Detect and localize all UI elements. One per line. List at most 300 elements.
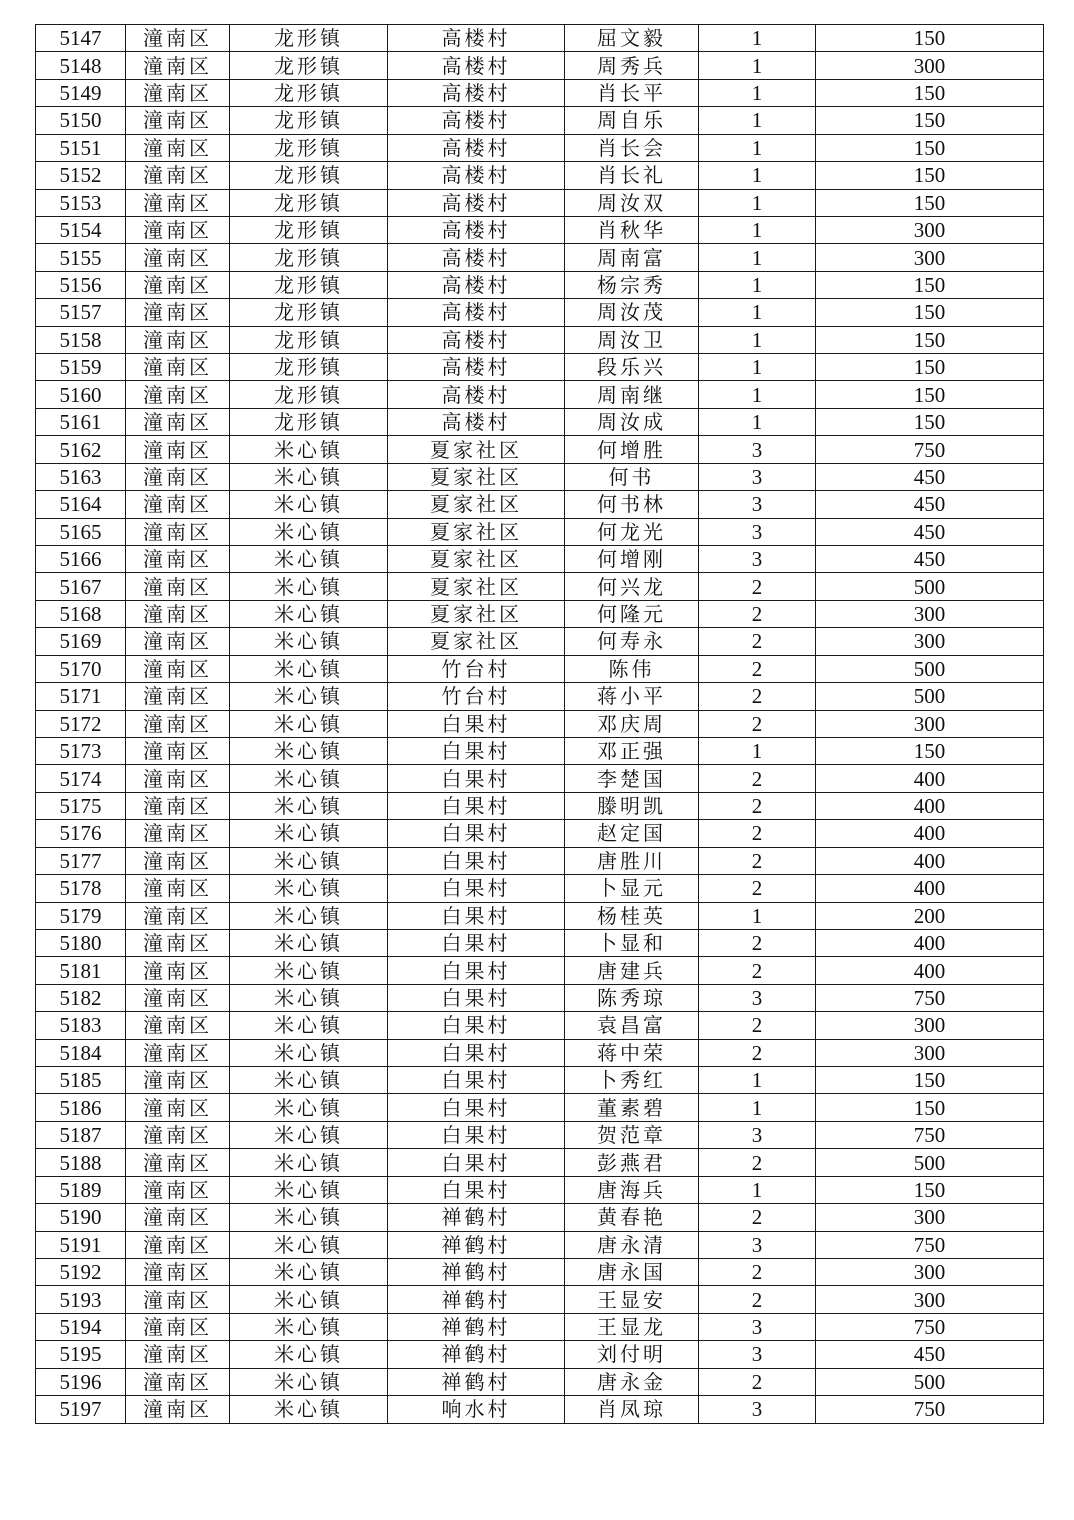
row-number-cell: 5165 [36,518,126,545]
table-row [36,271,1044,298]
district-cell: 潼南区 [126,600,230,627]
amount-cell: 150 [816,79,1044,106]
table-row [36,1094,1044,1121]
village-cell: 高楼村 [388,134,565,161]
village-cell: 禅鹤村 [388,1258,565,1285]
town-cell: 米心镇 [230,573,388,600]
town-cell: 米心镇 [230,847,388,874]
household-count-cell: 2 [699,710,816,737]
name-cell: 何增胜 [565,436,699,463]
household-count-cell: 1 [699,189,816,216]
row-number-cell: 5159 [36,354,126,381]
district-cell: 潼南区 [126,820,230,847]
amount-cell: 300 [816,1258,1044,1285]
amount-cell: 750 [816,1396,1044,1423]
district-cell: 潼南区 [126,25,230,52]
district-cell: 潼南区 [126,408,230,435]
name-cell: 王显安 [565,1286,699,1313]
town-cell: 米心镇 [230,491,388,518]
district-cell: 潼南区 [126,1368,230,1395]
town-cell: 龙形镇 [230,25,388,52]
district-cell: 潼南区 [126,79,230,106]
table-row [36,600,1044,627]
town-cell: 龙形镇 [230,354,388,381]
district-cell: 潼南区 [126,162,230,189]
village-cell: 禅鹤村 [388,1341,565,1368]
village-cell: 高楼村 [388,189,565,216]
row-number-cell: 5177 [36,847,126,874]
town-cell: 米心镇 [230,1149,388,1176]
village-cell: 高楼村 [388,162,565,189]
table-row [36,189,1044,216]
town-cell: 米心镇 [230,875,388,902]
table-row [36,216,1044,243]
household-count-cell: 1 [699,902,816,929]
name-cell: 周汝卫 [565,326,699,353]
row-number-cell: 5178 [36,875,126,902]
town-cell: 米心镇 [230,1121,388,1148]
name-cell: 段乐兴 [565,354,699,381]
household-count-cell: 1 [699,737,816,764]
amount-cell: 300 [816,216,1044,243]
table-row [36,162,1044,189]
village-cell: 竹台村 [388,655,565,682]
town-cell: 米心镇 [230,820,388,847]
household-count-cell: 2 [699,765,816,792]
amount-cell: 450 [816,518,1044,545]
village-cell: 白果村 [388,1149,565,1176]
district-cell: 潼南区 [126,1313,230,1340]
amount-cell: 300 [816,600,1044,627]
amount-cell: 300 [816,244,1044,271]
name-cell: 肖凤琼 [565,1396,699,1423]
household-count-cell: 2 [699,1286,816,1313]
town-cell: 龙形镇 [230,244,388,271]
row-number-cell: 5195 [36,1341,126,1368]
name-cell: 陈伟 [565,655,699,682]
household-count-cell: 3 [699,1121,816,1148]
table-row [36,436,1044,463]
name-cell: 杨桂英 [565,902,699,929]
town-cell: 米心镇 [230,600,388,627]
table-row [36,875,1044,902]
name-cell: 黄春艳 [565,1204,699,1231]
row-number-cell: 5173 [36,737,126,764]
town-cell: 米心镇 [230,628,388,655]
district-cell: 潼南区 [126,1341,230,1368]
name-cell: 肖秋华 [565,216,699,243]
name-cell: 何龙光 [565,518,699,545]
district-cell: 潼南区 [126,573,230,600]
town-cell: 米心镇 [230,1012,388,1039]
table-row [36,79,1044,106]
amount-cell: 750 [816,1231,1044,1258]
row-number-cell: 5192 [36,1258,126,1285]
row-number-cell: 5193 [36,1286,126,1313]
name-cell: 蒋小平 [565,683,699,710]
town-cell: 米心镇 [230,436,388,463]
district-cell: 潼南区 [126,1012,230,1039]
row-number-cell: 5186 [36,1094,126,1121]
row-number-cell: 5164 [36,491,126,518]
table-row [36,792,1044,819]
amount-cell: 750 [816,1313,1044,1340]
town-cell: 龙形镇 [230,408,388,435]
amount-cell: 750 [816,436,1044,463]
table-row [36,1012,1044,1039]
village-cell: 白果村 [388,792,565,819]
name-cell: 邓庆周 [565,710,699,737]
name-cell: 蒋中荣 [565,1039,699,1066]
district-cell: 潼南区 [126,107,230,134]
table-row [36,134,1044,161]
village-cell: 白果村 [388,710,565,737]
town-cell: 龙形镇 [230,134,388,161]
household-count-cell: 1 [699,216,816,243]
town-cell: 米心镇 [230,546,388,573]
name-cell: 唐永金 [565,1368,699,1395]
household-count-cell: 2 [699,957,816,984]
name-cell: 周秀兵 [565,52,699,79]
amount-cell: 150 [816,381,1044,408]
row-number-cell: 5180 [36,929,126,956]
village-cell: 白果村 [388,1039,565,1066]
row-number-cell: 5188 [36,1149,126,1176]
table-row [36,957,1044,984]
table-row [36,299,1044,326]
name-cell: 唐永清 [565,1231,699,1258]
row-number-cell: 5184 [36,1039,126,1066]
town-cell: 米心镇 [230,765,388,792]
amount-cell: 500 [816,573,1044,600]
table-row [36,929,1044,956]
household-count-cell: 2 [699,655,816,682]
town-cell: 龙形镇 [230,162,388,189]
village-cell: 白果村 [388,984,565,1011]
name-cell: 周汝茂 [565,299,699,326]
amount-cell: 400 [816,765,1044,792]
name-cell: 何隆元 [565,600,699,627]
amount-cell: 750 [816,984,1044,1011]
row-number-cell: 5161 [36,408,126,435]
village-cell: 高楼村 [388,25,565,52]
name-cell: 周南继 [565,381,699,408]
district-cell: 潼南区 [126,902,230,929]
table-row [36,847,1044,874]
district-cell: 潼南区 [126,491,230,518]
amount-cell: 400 [816,875,1044,902]
amount-cell: 150 [816,134,1044,161]
district-cell: 潼南区 [126,134,230,161]
amount-cell: 400 [816,957,1044,984]
row-number-cell: 5174 [36,765,126,792]
household-count-cell: 2 [699,1368,816,1395]
amount-cell: 150 [816,326,1044,353]
district-cell: 潼南区 [126,271,230,298]
district-cell: 潼南区 [126,189,230,216]
name-cell: 何书林 [565,491,699,518]
district-cell: 潼南区 [126,1258,230,1285]
district-cell: 潼南区 [126,354,230,381]
amount-cell: 300 [816,1286,1044,1313]
row-number-cell: 5189 [36,1176,126,1203]
district-cell: 潼南区 [126,216,230,243]
district-cell: 潼南区 [126,436,230,463]
row-number-cell: 5157 [36,299,126,326]
row-number-cell: 5194 [36,1313,126,1340]
village-cell: 白果村 [388,765,565,792]
town-cell: 米心镇 [230,1341,388,1368]
household-count-cell: 1 [699,25,816,52]
town-cell: 米心镇 [230,792,388,819]
district-cell: 潼南区 [126,1067,230,1094]
name-cell: 周南富 [565,244,699,271]
district-cell: 潼南区 [126,1121,230,1148]
name-cell: 唐永国 [565,1258,699,1285]
row-number-cell: 5150 [36,107,126,134]
town-cell: 米心镇 [230,1368,388,1395]
row-number-cell: 5147 [36,25,126,52]
name-cell: 周汝成 [565,408,699,435]
district-cell: 潼南区 [126,710,230,737]
district-cell: 潼南区 [126,1094,230,1121]
village-cell: 禅鹤村 [388,1368,565,1395]
town-cell: 米心镇 [230,1396,388,1423]
table-row [36,1149,1044,1176]
row-number-cell: 5170 [36,655,126,682]
town-cell: 米心镇 [230,1176,388,1203]
village-cell: 高楼村 [388,381,565,408]
household-count-cell: 2 [699,683,816,710]
table-row [36,655,1044,682]
village-cell: 响水村 [388,1396,565,1423]
household-count-cell: 2 [699,820,816,847]
town-cell: 米心镇 [230,710,388,737]
village-cell: 白果村 [388,1012,565,1039]
town-cell: 米心镇 [230,683,388,710]
name-cell: 赵定国 [565,820,699,847]
household-count-cell: 1 [699,1094,816,1121]
row-number-cell: 5152 [36,162,126,189]
table-row [36,326,1044,353]
amount-cell: 150 [816,737,1044,764]
district-cell: 潼南区 [126,1176,230,1203]
name-cell: 何寿永 [565,628,699,655]
household-count-cell: 2 [699,1012,816,1039]
table-row [36,107,1044,134]
name-cell: 肖长会 [565,134,699,161]
village-cell: 夏家社区 [388,600,565,627]
village-cell: 白果村 [388,1176,565,1203]
household-count-cell: 2 [699,573,816,600]
amount-cell: 400 [816,929,1044,956]
town-cell: 米心镇 [230,984,388,1011]
village-cell: 夏家社区 [388,491,565,518]
town-cell: 米心镇 [230,929,388,956]
district-cell: 潼南区 [126,1396,230,1423]
household-count-cell: 2 [699,792,816,819]
household-count-cell: 1 [699,52,816,79]
village-cell: 高楼村 [388,216,565,243]
district-cell: 潼南区 [126,1149,230,1176]
district-cell: 潼南区 [126,518,230,545]
village-cell: 禅鹤村 [388,1204,565,1231]
household-count-cell: 3 [699,1341,816,1368]
amount-cell: 450 [816,463,1044,490]
amount-cell: 150 [816,408,1044,435]
name-cell: 唐海兵 [565,1176,699,1203]
table-row [36,25,1044,52]
row-number-cell: 5182 [36,984,126,1011]
row-number-cell: 5183 [36,1012,126,1039]
row-number-cell: 5169 [36,628,126,655]
amount-cell: 300 [816,1039,1044,1066]
table-row [36,1176,1044,1203]
name-cell: 董素碧 [565,1094,699,1121]
district-cell: 潼南区 [126,875,230,902]
district-cell: 潼南区 [126,546,230,573]
district-cell: 潼南区 [126,463,230,490]
table-row [36,1258,1044,1285]
row-number-cell: 5154 [36,216,126,243]
town-cell: 龙形镇 [230,107,388,134]
town-cell: 米心镇 [230,1313,388,1340]
name-cell: 邓正强 [565,737,699,764]
name-cell: 滕明凯 [565,792,699,819]
household-count-cell: 3 [699,1231,816,1258]
amount-cell: 150 [816,271,1044,298]
amount-cell: 150 [816,107,1044,134]
amount-cell: 450 [816,546,1044,573]
town-cell: 米心镇 [230,463,388,490]
town-cell: 米心镇 [230,1204,388,1231]
name-cell: 唐胜川 [565,847,699,874]
village-cell: 高楼村 [388,271,565,298]
town-cell: 龙形镇 [230,326,388,353]
amount-cell: 500 [816,1368,1044,1395]
amount-cell: 150 [816,1067,1044,1094]
name-cell: 肖长平 [565,79,699,106]
household-count-cell: 3 [699,436,816,463]
row-number-cell: 5167 [36,573,126,600]
amount-cell: 150 [816,1176,1044,1203]
village-cell: 禅鹤村 [388,1313,565,1340]
name-cell: 杨宗秀 [565,271,699,298]
table-row [36,683,1044,710]
table-row [36,765,1044,792]
district-cell: 潼南区 [126,1204,230,1231]
village-cell: 白果村 [388,820,565,847]
amount-cell: 150 [816,162,1044,189]
row-number-cell: 5175 [36,792,126,819]
district-cell: 潼南区 [126,1039,230,1066]
table-row [36,546,1044,573]
household-count-cell: 1 [699,354,816,381]
household-count-cell: 1 [699,299,816,326]
district-cell: 潼南区 [126,299,230,326]
table-row [36,354,1044,381]
table-body [36,25,1044,1424]
row-number-cell: 5148 [36,52,126,79]
row-number-cell: 5155 [36,244,126,271]
table-row [36,518,1044,545]
table-row [36,408,1044,435]
name-cell: 袁昌富 [565,1012,699,1039]
amount-cell: 150 [816,25,1044,52]
name-cell: 唐建兵 [565,957,699,984]
amount-cell: 300 [816,1204,1044,1231]
district-cell: 潼南区 [126,628,230,655]
village-cell: 白果村 [388,875,565,902]
table-row [36,1039,1044,1066]
household-count-cell: 3 [699,463,816,490]
household-count-cell: 2 [699,1149,816,1176]
village-cell: 白果村 [388,957,565,984]
village-cell: 白果村 [388,929,565,956]
name-cell: 王显龙 [565,1313,699,1340]
table-row [36,1204,1044,1231]
village-cell: 夏家社区 [388,628,565,655]
amount-cell: 500 [816,655,1044,682]
amount-cell: 200 [816,902,1044,929]
table-row [36,1368,1044,1395]
district-cell: 潼南区 [126,1231,230,1258]
village-cell: 白果村 [388,1067,565,1094]
amount-cell: 150 [816,1094,1044,1121]
district-cell: 潼南区 [126,984,230,1011]
town-cell: 米心镇 [230,1231,388,1258]
name-cell: 刘付明 [565,1341,699,1368]
row-number-cell: 5176 [36,820,126,847]
town-cell: 龙形镇 [230,381,388,408]
amount-cell: 400 [816,792,1044,819]
name-cell: 何书 [565,463,699,490]
table-row [36,244,1044,271]
household-count-cell: 2 [699,875,816,902]
table-row [36,573,1044,600]
table-row [36,984,1044,1011]
amount-cell: 150 [816,299,1044,326]
household-count-cell: 1 [699,1067,816,1094]
village-cell: 高楼村 [388,408,565,435]
household-count-cell: 1 [699,271,816,298]
town-cell: 龙形镇 [230,299,388,326]
table-row [36,1121,1044,1148]
household-count-cell: 1 [699,381,816,408]
household-count-cell: 3 [699,546,816,573]
amount-cell: 300 [816,1012,1044,1039]
row-number-cell: 5162 [36,436,126,463]
household-count-cell: 1 [699,1176,816,1203]
table-row [36,902,1044,929]
amount-cell: 300 [816,628,1044,655]
table-row [36,628,1044,655]
village-cell: 白果村 [388,902,565,929]
amount-cell: 400 [816,820,1044,847]
row-number-cell: 5172 [36,710,126,737]
amount-cell: 150 [816,354,1044,381]
table-row [36,1286,1044,1313]
name-cell: 何增刚 [565,546,699,573]
village-cell: 高楼村 [388,326,565,353]
row-number-cell: 5187 [36,1121,126,1148]
name-cell: 屈文毅 [565,25,699,52]
village-cell: 白果村 [388,1094,565,1121]
town-cell: 米心镇 [230,1258,388,1285]
row-number-cell: 5171 [36,683,126,710]
amount-cell: 450 [816,1341,1044,1368]
row-number-cell: 5153 [36,189,126,216]
